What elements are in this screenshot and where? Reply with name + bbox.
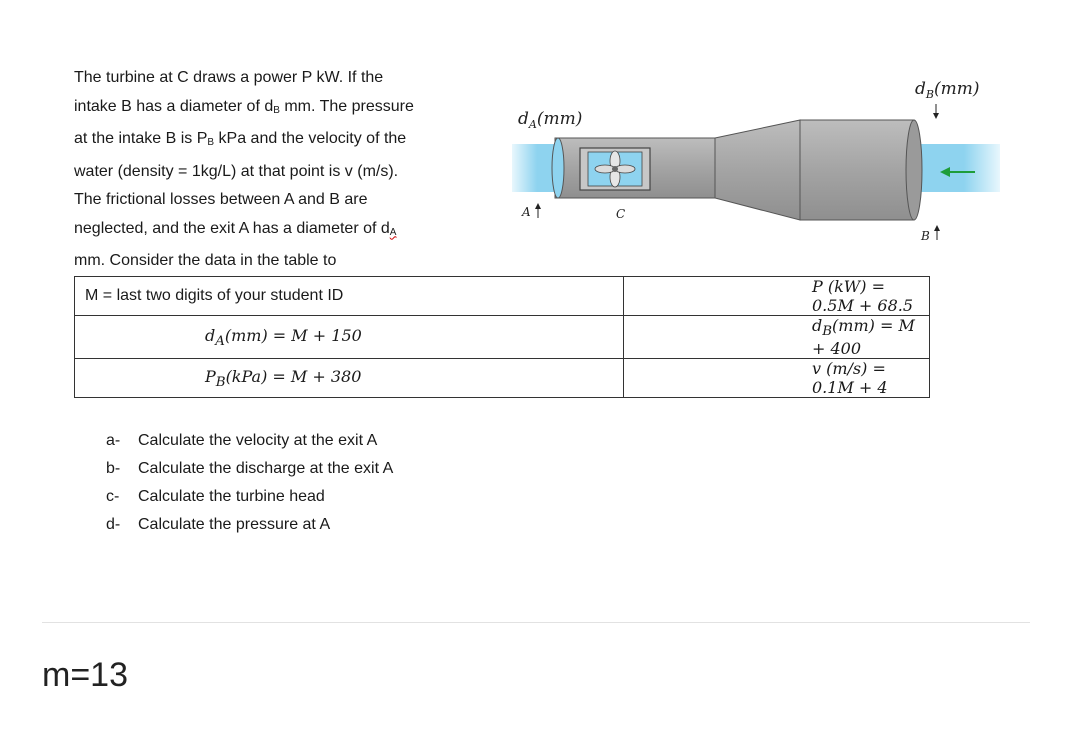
table-row [75, 316, 930, 359]
question-list [106, 427, 393, 539]
table-row [75, 277, 930, 316]
arrow-b-icon [934, 225, 940, 240]
table-cell: M = last two digits of your student ID [75, 277, 624, 316]
problem-line: water (density = 1kg/L) at that point is v (m/s). [74, 162, 399, 180]
table-cell: $d_B(mm) = M + 400$ [624, 316, 930, 359]
problem-statement [74, 64, 486, 276]
table-cell: v (m/s) = 0.1M + 4 [624, 359, 930, 398]
list-item: b- Calculate the discharge at the exit A [106, 460, 394, 477]
large-pipe-end [906, 120, 922, 220]
problem-line: The frictional losses between A and B are [74, 191, 368, 208]
cone [715, 120, 800, 220]
table-cell: $d_A(mm) = M + 150$ [75, 316, 624, 359]
problem-line: neglected, and the exit A has a diameter of $d_A$ [74, 219, 397, 238]
arrow-db-icon [933, 104, 939, 119]
table-cell: $P_B(kPa) = M + 380$ [75, 359, 624, 398]
divider [42, 622, 1030, 623]
label-point-a: A [522, 205, 531, 219]
table-cell: P (kW) = 0.5M + 68.5 [624, 277, 930, 316]
water-right [910, 144, 1000, 192]
problem-line: at the intake B is $P_B$ kPa and the velocity of the [74, 130, 407, 148]
problem-line: The turbine at C draws a power P kW. If the [74, 69, 384, 86]
problem-line: mm. Consider the data in the table to [74, 252, 337, 269]
table-row [75, 359, 930, 398]
label-point-b: B [921, 229, 930, 243]
label-da: $d_A(mm)$ [518, 109, 583, 131]
problem-line: intake B has a diameter of $d_B$ mm. The pressure [74, 97, 414, 116]
list-item: d- Calculate the pressure at A [106, 516, 331, 533]
data-table [74, 276, 930, 398]
large-pipe [800, 120, 914, 220]
turbine-pipe-diagram [500, 70, 1010, 260]
arrow-a-icon [535, 203, 541, 218]
m-value-note: m=13 [42, 656, 128, 694]
label-point-c: C [616, 207, 626, 221]
small-pipe-end [552, 138, 564, 198]
list-item: a- Calculate the velocity at the exit A [106, 432, 378, 449]
list-item: c- Calculate the turbine head [106, 488, 325, 505]
label-db: $d_B(mm)$ [915, 79, 980, 101]
